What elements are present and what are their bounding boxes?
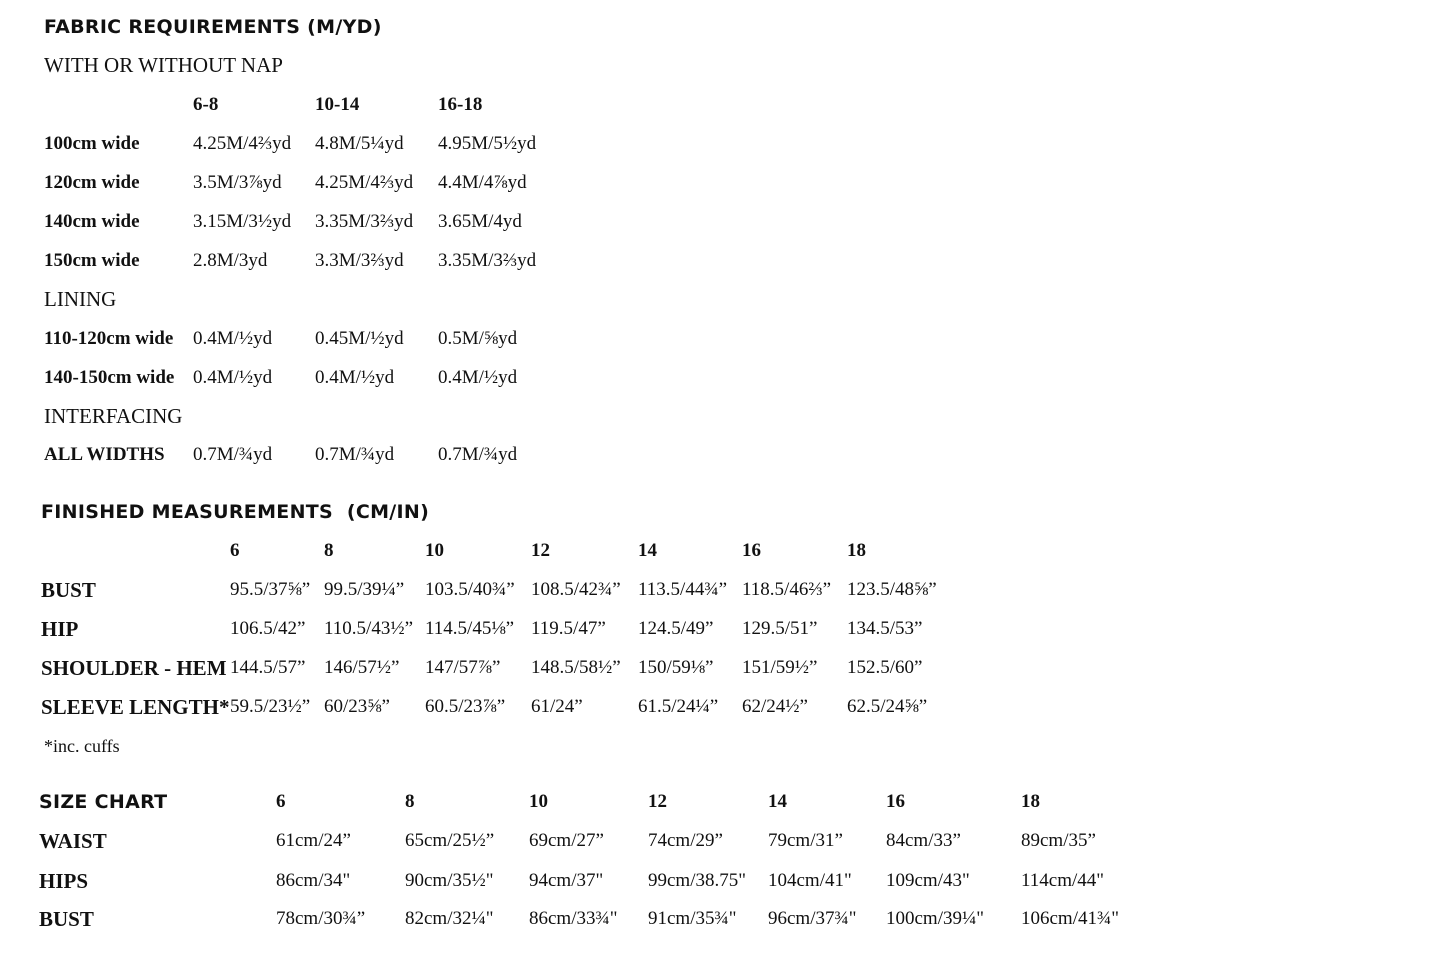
finished-cell: 108.5/42¾” bbox=[531, 579, 621, 600]
finished-cell: 110.5/43½” bbox=[324, 618, 414, 639]
finished-cell: 59.5/23½” bbox=[230, 696, 311, 717]
finished-cell: 134.5/53” bbox=[847, 618, 923, 639]
finished-col-header: 8 bbox=[324, 540, 334, 561]
finished-measurements-heading: FINISHED MEASUREMENTS (CM/IN) bbox=[41, 501, 430, 523]
finished-cell: 124.5/49” bbox=[638, 618, 714, 639]
fabric-row-label: 150cm wide bbox=[44, 250, 140, 271]
fabric-cell: 3.35M/3⅔yd bbox=[438, 250, 537, 271]
size-col-header: 10 bbox=[529, 791, 548, 812]
size-col-header: 12 bbox=[648, 791, 667, 812]
finished-cell: 150/59⅛” bbox=[638, 657, 714, 678]
interfacing-cell: 0.7M/¾yd bbox=[438, 444, 518, 465]
fabric-row-label: 140cm wide bbox=[44, 211, 140, 232]
fabric-col-header: 10-14 bbox=[315, 94, 360, 115]
fabric-cell: 3.65M/4yd bbox=[438, 211, 522, 232]
cuffs-footnote: *inc. cuffs bbox=[44, 736, 120, 756]
fabric-col-header: 6-8 bbox=[193, 94, 219, 115]
finished-cell: 119.5/47” bbox=[531, 618, 606, 639]
size-cell: 69cm/27” bbox=[529, 830, 604, 851]
finished-col-header: 10 bbox=[425, 540, 444, 561]
size-col-header: 6 bbox=[276, 791, 286, 812]
size-cell: 109cm/43" bbox=[886, 870, 970, 891]
fabric-cell: 4.8M/5¼yd bbox=[315, 133, 404, 154]
finished-cell: 129.5/51” bbox=[742, 618, 818, 639]
nap-subheading: WITH OR WITHOUT NAP bbox=[44, 53, 283, 77]
finished-cell: 123.5/48⅝” bbox=[847, 579, 937, 600]
size-row-label: BUST bbox=[39, 907, 94, 931]
size-cell: 96cm/37¾" bbox=[768, 908, 857, 929]
lining-heading: LINING bbox=[44, 287, 117, 311]
interfacing-heading: INTERFACING bbox=[44, 404, 183, 428]
finished-cell: 114.5/45⅛” bbox=[425, 618, 515, 639]
lining-row-label: 140-150cm wide bbox=[44, 367, 175, 388]
size-col-header: 8 bbox=[405, 791, 415, 812]
interfacing-row-label: ALL WIDTHS bbox=[44, 444, 165, 465]
fabric-cell: 3.15M/3½yd bbox=[193, 211, 292, 232]
fabric-requirements-heading: FABRIC REQUIREMENTS (M/YD) bbox=[44, 16, 382, 38]
finished-cell: 60/23⅝” bbox=[324, 696, 390, 717]
fabric-cell: 4.25M/4⅔yd bbox=[193, 133, 292, 154]
size-row-label: HIPS bbox=[39, 869, 89, 893]
finished-cell: 61.5/24¼” bbox=[638, 696, 719, 717]
finished-cell: 62/24½” bbox=[742, 696, 808, 717]
size-chart-heading: SIZE CHART bbox=[39, 791, 168, 813]
fabric-cell: 3.3M/3⅔yd bbox=[315, 250, 404, 271]
fabric-col-header: 16-18 bbox=[438, 94, 483, 115]
size-cell: 114cm/44" bbox=[1021, 870, 1105, 891]
size-cell: 94cm/37" bbox=[529, 870, 604, 891]
lining-row-label: 110-120cm wide bbox=[44, 328, 174, 349]
finished-cell: 151/59½” bbox=[742, 657, 818, 678]
size-cell: 79cm/31” bbox=[768, 830, 843, 851]
fabric-cell: 3.5M/3⅞yd bbox=[193, 172, 282, 193]
size-cell: 86cm/34" bbox=[276, 870, 351, 891]
finished-col-header: 14 bbox=[638, 540, 657, 561]
fabric-row-label: 120cm wide bbox=[44, 172, 140, 193]
size-cell: 61cm/24” bbox=[276, 830, 351, 851]
size-cell: 82cm/32¼" bbox=[405, 908, 494, 929]
size-col-header: 16 bbox=[886, 791, 905, 812]
lining-cell: 0.4M/½yd bbox=[193, 328, 273, 349]
size-cell: 99cm/38.75" bbox=[648, 870, 746, 891]
finished-col-header: 6 bbox=[230, 540, 240, 561]
fabric-cell: 4.25M/4⅔yd bbox=[315, 172, 414, 193]
size-row-label: WAIST bbox=[39, 829, 107, 853]
lining-cell: 0.4M/½yd bbox=[193, 367, 273, 388]
size-cell: 91cm/35¾" bbox=[648, 908, 737, 929]
size-cell: 84cm/33” bbox=[886, 830, 961, 851]
lining-cell: 0.4M/½yd bbox=[315, 367, 395, 388]
lining-cell: 0.45M/½yd bbox=[315, 328, 404, 349]
size-col-header: 18 bbox=[1021, 791, 1040, 812]
size-cell: 90cm/35½" bbox=[405, 870, 494, 891]
finished-row-label: HIP bbox=[41, 617, 79, 641]
finished-cell: 95.5/37⅝” bbox=[230, 579, 311, 600]
finished-row-label: SLEEVE LENGTH* bbox=[41, 695, 230, 719]
finished-row-label: SHOULDER - HEM bbox=[41, 656, 227, 680]
fabric-row-label: 100cm wide bbox=[44, 133, 140, 154]
finished-cell: 148.5/58½” bbox=[531, 657, 621, 678]
finished-col-header: 18 bbox=[847, 540, 866, 561]
size-cell: 74cm/29” bbox=[648, 830, 723, 851]
interfacing-cell: 0.7M/¾yd bbox=[315, 444, 395, 465]
size-cell: 100cm/39¼" bbox=[886, 908, 984, 929]
finished-cell: 62.5/24⅝” bbox=[847, 696, 928, 717]
finished-cell: 152.5/60” bbox=[847, 657, 923, 678]
finished-cell: 147/57⅞” bbox=[425, 657, 501, 678]
size-cell: 86cm/33¾" bbox=[529, 908, 618, 929]
finished-row-label: BUST bbox=[41, 578, 96, 602]
finished-cell: 103.5/40¾” bbox=[425, 579, 515, 600]
fabric-cell: 4.4M/4⅞yd bbox=[438, 172, 527, 193]
finished-col-header: 12 bbox=[531, 540, 550, 561]
size-cell: 78cm/30¾” bbox=[276, 908, 366, 929]
finished-cell: 106.5/42” bbox=[230, 618, 306, 639]
interfacing-cell: 0.7M/¾yd bbox=[193, 444, 273, 465]
finished-cell: 118.5/46⅔” bbox=[742, 579, 832, 600]
finished-cell: 61/24” bbox=[531, 696, 583, 717]
finished-cell: 99.5/39¼” bbox=[324, 579, 405, 600]
finished-cell: 144.5/57” bbox=[230, 657, 306, 678]
fabric-cell: 4.95M/5½yd bbox=[438, 133, 537, 154]
fabric-cell: 3.35M/3⅔yd bbox=[315, 211, 414, 232]
size-cell: 89cm/35” bbox=[1021, 830, 1096, 851]
size-col-header: 14 bbox=[768, 791, 787, 812]
finished-col-header: 16 bbox=[742, 540, 761, 561]
size-cell: 104cm/41" bbox=[768, 870, 852, 891]
lining-cell: 0.5M/⅝yd bbox=[438, 328, 518, 349]
finished-cell: 146/57½” bbox=[324, 657, 400, 678]
size-cell: 65cm/25½” bbox=[405, 830, 495, 851]
finished-cell: 60.5/23⅞” bbox=[425, 696, 506, 717]
lining-cell: 0.4M/½yd bbox=[438, 367, 518, 388]
size-cell: 106cm/41¾" bbox=[1021, 908, 1119, 929]
fabric-cell: 2.8M/3yd bbox=[193, 250, 268, 271]
finished-cell: 113.5/44¾” bbox=[638, 579, 728, 600]
